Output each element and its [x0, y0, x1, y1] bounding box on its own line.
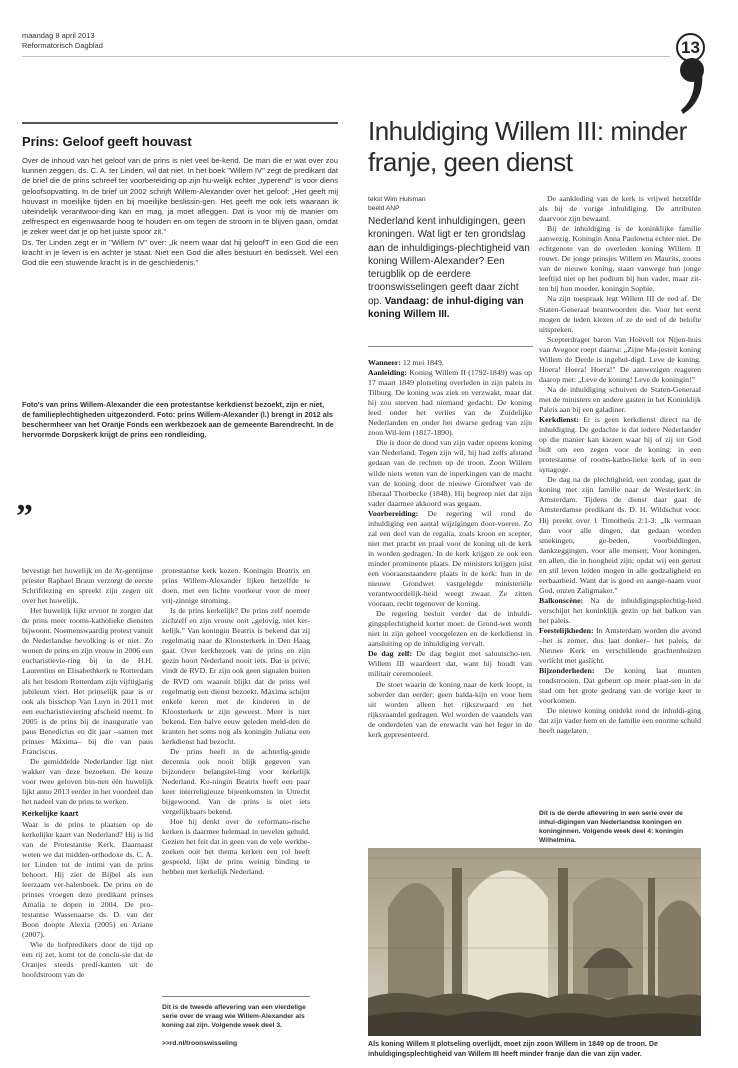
sidebar-paragraph: Ds. Ter Linden zegt er in "Willem IV" over: „Ik neem waar dat hij geloofT in een God die een kracht in je leven is en achter je staat. Niet een God die alles bestuurt en bedisselt. Wel een God die een stuwende kracht is in de geschiedenis." — [22, 237, 338, 268]
article-column-3 — [368, 358, 532, 740]
labeled-paragraph — [368, 368, 532, 438]
paragraph-text: De regering wil rond de inhuldiging een aantal wijzigingen door-voeren. Zo zal een deel van de regalia, zoals kroon en scepter, niet met pracht en praal voor de koning uit de kerk in worden gedragen. In de kerk krijgen ze ook een minder prominente plaats. De ministers krijgen juist een vooraanstaandere plaats in de kerk: hun in de nieuwe Grondwet vastgelegde ministeriële verantwoordelijk-heid weegt zwaar. Ze zitten vooraan, recht tegenover de koning. — [368, 508, 532, 609]
paragraph-text: 12 mei 1849. — [400, 358, 444, 367]
article-credits — [368, 195, 426, 213]
series-footnote — [162, 996, 310, 1048]
paragraph-label: Kerkdienst: — [539, 415, 579, 425]
labeled-paragraph — [539, 666, 701, 706]
issue-date: maandag 8 april 2013 — [22, 31, 95, 40]
body-paragraph: De aankleding van de kerk is vrijwel hetzelfde als bij de vorige inhuldiging. De attributen daarvoor zijn bewaard. — [539, 194, 701, 224]
labeled-paragraph — [368, 358, 532, 368]
paragraph-label: Feestelijkheden: — [539, 626, 594, 636]
intro-text: Nederland kent inhuldigingen, geen kroningen. Wat ligt er ten grondslag aan de inhuldigings-plechtigheid van koning Willem-Alexander? Een terugblik op de eerdere troonswisselingen geeft daar zicht op. — [368, 216, 530, 307]
engraving-caption: Als koning Willem II plotseling overlijdt, moet zijn zoon Willem in 1849 op de troon. De inhuldigingsplechtigheid van Willem III heeft minder franje dan die van zijn vader. — [368, 1040, 658, 1058]
sidebar-body — [22, 156, 338, 268]
header-divider — [22, 56, 670, 57]
paragraph-label: Wanneer: — [368, 358, 401, 367]
paragraph-text: Koning Willem II (1792-1849) was op 17 maart 1849 plotseling overleden in zijn paleis in Tilburg. De koning was ziek en verzwakt, maar dat hij zou sterven had niemand gedacht. De koning leed onder het verlies van de Zuidelijke Nederlanden en onder het dwarse gedrag van zijn zoon Wil-lem (1817-1890). — [368, 368, 532, 438]
body-paragraph: Waar is de prins te plaatsen op de kerkelijke kaart van Nederland? Hij is lid van de Protestantse Kerk. Daarnaast weten we dat midden-orthodoxe ds. C. A. ter Linden tot de intimi van de prins behoort. Hij ziet de Bijbel als een leerzaam ver-halenboek. De prins en de prinses vroegen deze predikant prinses Amalia te dopen in 2004. De pro-testantse Wassenaarse ds. D. van der Boon doopte Alexia (2005) en Ariane (2007). — [22, 819, 153, 940]
faith-sidebar — [22, 122, 338, 268]
intro-highlight: Vandaag: de inhul-diging van koning Willem III. — [368, 295, 524, 321]
paragraph-label: De dag zelf: — [368, 649, 413, 659]
publication-name: Reformatorisch Dagblad — [22, 41, 103, 50]
body-paragraph: De regering besluit verder dat de inhuldi-gingsplechtigheid korter moet: de Grond-wet wordt niet in zijn geheel voorgelezen en de kerkdienst in aansluiting op de inhuldiging vervalt. — [368, 609, 532, 649]
body-paragraph: Scepterdrager baron Van Hoëvell tot Nijen-huis van Avegoor roept daarna: „Zijne Ma-jesteit koning Willem de Derde is ingehul-digd. Leve de koning. Hoera! Hoera! Hoera!" De aanwezigen reageren daarop met: „Leve de koning! Leve de koningin!" — [539, 334, 701, 384]
article-column-1 — [22, 566, 153, 980]
paragraph-label: Balkonscène: — [539, 595, 584, 605]
series-link[interactable]: >>rd.nl/troonswisseling — [162, 1040, 238, 1047]
article-intro — [368, 215, 533, 321]
labeled-paragraph — [539, 626, 701, 666]
intro-divider — [368, 346, 533, 347]
body-paragraph: De gemiddelde Nederlander ligt niet wakker van deze bezoeken. De keuze voor twee geloven bin-nen één huwelijk lijkt anno 2013 eerder in het voordeel dan het nadeel van de prins te werken. — [22, 756, 153, 807]
labeled-paragraph — [539, 415, 701, 475]
paragraph-text: In Amsterdam worden die avond –het is zomer, dus laat donker– het paleis, de Nieuwe Kerk en verschillende grachtenhuizen verlicht met gaslicht. — [539, 626, 701, 666]
body-paragraph: Hoe hij denkt over de reformato-rische kerken is daarmee helemaal in nevelen gehuld. Gezien het feit dat in geen van de vele werkbe-zoeken ooit het thema kerken een rol heeft gespeeld, lijkt de prins weinig binding te hebben met kerkelijk Nederland. — [162, 817, 310, 877]
labeled-paragraph — [368, 509, 532, 609]
page-header — [22, 31, 103, 51]
paragraph-text: Er is geen kerkdienst direct na de inhuldiging. De gedachte is dat iedere Nederlander op die manier kan kiezen waar hij of zij tot God bidt om een zegen voor de koning: in een protestantse of rooms-katho-lieke kerk of in een synagoge. — [539, 415, 701, 475]
paragraph-label: Voorbereiding: — [368, 508, 419, 518]
article-headline: Inhuldiging Willem III: minder franje, geen dienst — [368, 116, 687, 177]
body-paragraph: Na zijn toespraak legt Willem III de eed af. De Staten-Generaal beantwoorden die. Voor het eerst mogen de leden kiezen of ze de eed of de belofte uitspreken. — [539, 294, 701, 334]
body-paragraph: bevestigt het huwelijk en de Ar-gentijnse priester Raphael Braun verzorgt de eerste Schriftlezing en spreekt zijn zegen uit over het huwelijk. — [22, 566, 153, 606]
photo-credit: beeld ANP — [368, 205, 400, 212]
paragraph-text: De dag begint met saluutscho-ten. Willem III waardeert dat, want hij houdt van militair ceremonieel. — [368, 649, 533, 679]
labeled-paragraph — [539, 596, 701, 626]
paragraph-text: Na de inhuldigingsplechtig-heid verschijnt het koninklijk gezin op het balkon van het paleis. — [539, 595, 701, 625]
body-paragraph: De stoet waarin de koning naar de kerk loopt, is soberder dan eerder: geen balda-kijn en voor hem uit worden alleen het rijkszwaard en het rijksvaandel gedragen. Wel worden de vaandels van de onderdelen van de erewacht van het leger in de kerk gepresenteerd. — [368, 679, 532, 739]
comma-logo-icon — [677, 48, 711, 118]
body-paragraph: Bij de inhuldiging is de koninklijke familie aanwezig. Koningin Anna Paulowna echter niet. De echtgenote van de overleden koning Willem II rouwt. De jonge prinsjes Willem en Maurits, zoons van de nieuwe koning, staan vanwege hun jonge leeftijd niet op het podium bij hun vader, maar zit-ten bij hun moeder, koningin Sophie. — [539, 224, 701, 294]
sidebar-title: Prins: Geloof geeft houvast — [22, 134, 192, 149]
series-caption: Dit is de derde aflevering in een serie over de inhul-digingen van Nederlandse koningen en koninginnen. Volgende week deel 4: koningin Wilhelmina. — [539, 810, 684, 844]
body-paragraph: De prins heeft in de achterlig-gende decennia ook nooit blijk gegeven van bijzondere belangstel-ling voor kerkelijk Nederland. Ko-ningin Beatrix heeft een paar keer interreligieuze bijeenkomsten in Utrecht bijgewoond. Van de prins is niet iets vergelijkbaars bekend. — [162, 746, 310, 817]
inauguration-engraving — [368, 848, 701, 1036]
page-number: 13 — [676, 33, 705, 62]
sidebar-paragraph: Over de inhoud van het geloof van de prins is niet veel be-kend. De man die er wat over zou kunnen zeggen, ds. C. A. ter Linden, wil dat niet. In het boek "Willem IV" zegt de predikant dat de brief die de prins schreef ter voorbereiding op zijn hu-welijk echter „typerend" is voor diens geloofsopvatting. In de brief uit 2002 schrijft Willem-Alexander over het geloof: „Het geeft mij houvast in moeilijke tijden en bij moeilijke beslissin-gen. Het geeft me ook iets waaraan ik uiteindelijk verantwoor-ding kan en mag, ja moet afleggen. Dat is voor mij de manier om zelfrespect en eigenwaarde hoog te houden en om tegen de stroom in te blijven gaan, omdat je zeker weet dat je op het juiste spoor zit." — [22, 156, 338, 237]
series-footnote-text: Dit is de tweede aflevering van een vierdelige serie over de vraag wie Willem-Alexander als koning zal zijn. Volgende week deel 3. — [162, 1004, 306, 1029]
engraving-illustration — [368, 848, 701, 1036]
paragraph-label: Bijzonderheden: — [539, 666, 595, 676]
body-paragraph: Is de prins kerkelijk? De prins zelf noemde zichzelf en zijn vrouw ooit „gelovig, niet ker-kelijk." Van koningin Beatrix is bekend dat zij regelmatig naar de Kloosterkerk in Den Haag gaat. Over kerkbezoek van de prins en zijn gezin hoort Nederland nooit iets. Dat is privé, vindt de RVD. Er zijn ook geen signalen buiten de RVD om waaruit blijkt dat de prins wel regelmatig een dienst bezoekt. Máxima schijnt enkele keren met de kinderen in de Kloosterkerk te zijn geweest. Meer is niet bekend. Een halve eeuw geleden meld-den de kranten het soms nog als koningin Juliana een kerkdienst had bezocht. — [162, 606, 310, 746]
body-paragraph: Wie de hofpredikers door de tijd op een rij zet, komt tot de conclu-sie dat de Oranjes steeds predi-kanten uit de hoofdstroom van de — [22, 940, 153, 980]
photo-caption-prince: Foto's van prins Willem-Alexander die een protestantse kerkdienst bezoekt, zijn er niet, de familieplechtigheden uitgezonderd. Foto: prins Willem-Alexander (l.) brengt in 2012 als beschermheer van het Oranje Fonds een werkbezoek aan de gemeente Barendrecht. In de hervormde Dorpskerk krijgt de prins een rondleiding. — [22, 400, 334, 439]
body-paragraph: protestantse kerk kozen. Koningin Beatrix en prins Willem-Alexander lijken hetzelfde te doen, met een lichte voorkeur voor de meer vrij-zinnige stroming. — [162, 566, 310, 606]
body-paragraph: De nieuwe koning ontdekt rond de inhuldi-ging dat zijn vader hem en de familie een enorme schuld heeft nagelaten. — [539, 706, 701, 736]
body-paragraph: Na de inhuldiging schuiven de Staten-Generaal met de ministers en andere gasten in het Koninklijk Paleis aan bij een galadiner. — [539, 384, 701, 414]
body-paragraph: Het huwelijk lijkt ervoor te zorgen dat de prins meer rooms-katholieke diensten bijwoont. Noemenswaardig protest vanuit de Nederlandse bevolking is er niet. Zo wonen de prins en zijn vrouw in 2006 een eucharistievie-ring bij in de H.H. Laurentius en Elisabethkerk te Rotterdam als het bisdom Rotterdam zijn vijftigjarig jubileum viert. Het prinselijk paar is er ook als bisschop Van Luyn in 2011 met een eucharistieviering afscheid neemt. In 2005 is de prins bij de inauguratie van paus Benedictus en dit jaar –samen met prinses Máxima– bij die van paus Franciscus. — [22, 606, 153, 756]
body-paragraph: Die is door de dood van zijn vader opeens koning van Nederland. Tegen zijn wil, hij had zelfs afstand gedaan van de rechten op de troon. Zoon Willem wilde niets weten van de inperkingen van de macht van de koning door de nieuwe Grondwet van de liberaal Thorbecke (1848). Hij begreep niet dat zijn vader daarmee akkoord was gegaan. — [368, 438, 532, 508]
body-paragraph: De dag na de plechtigheid, een zondag, gaat de koning met zijn familie naar de Westerkerk in Amsterdam. Tijdens de dienst daar gaat de Amsterdamse predikant ds. D. H. Wildschut voor. Hij preekt over 1 Timotheüs 2:1-3: „Ik vermaan dan voor alle dingen, dat gedaan worden smekingen, ge-beden, voorbiddingen, dankzeggingen, voor alle mensen; Voor koningen, en allen, die in hoogheid zijn; opdat wij een gerust en stil leven leiden mogen in alle godzaligheid en eerbaarheid. Want dat is goed en aange-naam voor God, onzen Zaligmaker." — [539, 475, 701, 595]
author-credit: tekst Wim Hulsman — [368, 196, 426, 203]
article-column-4 — [539, 194, 701, 737]
labeled-paragraph — [368, 649, 532, 679]
paragraph-text: De koning laat munten rondstrooien. Dat gebeurt op meer plaat-sen in de stad om het grote gedrang van de vorige keer te voorkomen. — [539, 666, 701, 706]
section-subheading: Kerkelijke kaart — [22, 809, 79, 819]
article-column-2 — [162, 566, 310, 877]
paragraph-label: Aanleiding: — [368, 368, 407, 378]
quote-mark-icon: ” — [16, 498, 31, 535]
